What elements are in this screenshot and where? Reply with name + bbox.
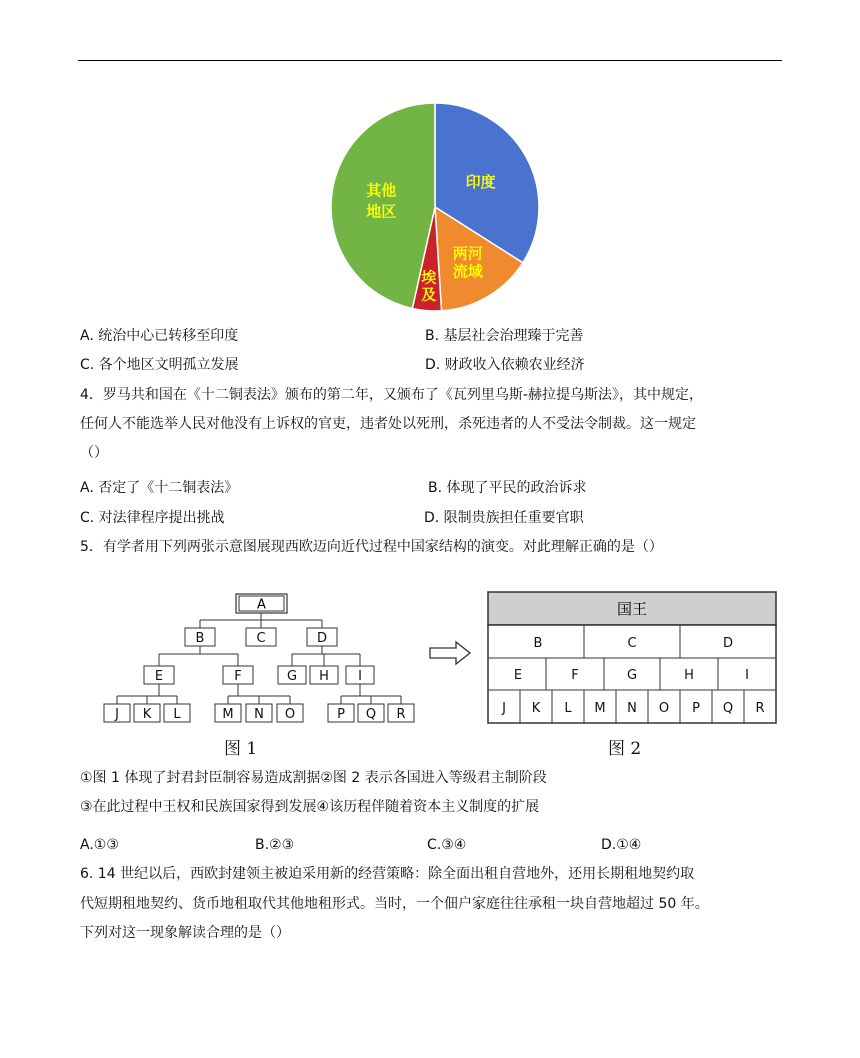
q6-stem-line1: 6. 14 世纪以后，西欧封建领主被迫采用新的经营策略：除全面出租自营地外，还用长期租地契约取 bbox=[80, 866, 695, 882]
fig1-node-d: D bbox=[316, 631, 328, 646]
arrow-icon bbox=[428, 640, 472, 666]
q4-option-a: A. 否定了《十二铜表法》 bbox=[80, 480, 239, 496]
fig2-cell-j: J bbox=[502, 701, 506, 716]
fig1-node-p: P bbox=[337, 707, 345, 722]
fig2-cell-e: E bbox=[513, 668, 523, 683]
fig2-cell-r: R bbox=[755, 701, 765, 716]
fig2-cell-b: B bbox=[533, 636, 543, 651]
fig1-node-h: H bbox=[319, 669, 329, 684]
pie-chart bbox=[320, 100, 550, 320]
pie-label-line: 流域 bbox=[452, 262, 483, 281]
q6-stem-line2: 代短期租地契约、货币地租取代其他地租形式。当时，一个佃户家庭往往承租一块自营地超过 50 年。 bbox=[80, 896, 709, 912]
fig1-node-j: J bbox=[115, 707, 119, 722]
q3-option-b: B. 基层社会治理臻于完善 bbox=[425, 328, 584, 344]
q5-statement-3-4: ③在此过程中王权和民族国家得到发展④该历程伴随着资本主义制度的扩展 bbox=[80, 799, 540, 815]
fig1-node-c: C bbox=[256, 631, 266, 646]
q3-option-c: C. 各个地区文明孤立发展 bbox=[80, 357, 239, 373]
q4-option-b: B. 体现了平民的政治诉求 bbox=[428, 480, 587, 496]
fig1-node-n: N bbox=[254, 707, 264, 722]
q6-stem-line3: 下列对这一现象解读合理的是（） bbox=[80, 925, 290, 941]
q3-option-d: D. 财政收入依赖农业经济 bbox=[425, 357, 585, 373]
q4-stem-line1: 4．罗马共和国在《十二铜表法》颁布的第二年，又颁布了《瓦列里乌斯-赫拉提乌斯法》，其中规定， bbox=[80, 387, 703, 403]
fig2-cell-i: I bbox=[745, 668, 749, 683]
pie-label-line: 两河 bbox=[452, 244, 483, 263]
fig1-node-l: L bbox=[173, 707, 181, 722]
fig2-cell-q: Q bbox=[722, 701, 734, 716]
fig1-node-i: I bbox=[358, 669, 362, 684]
q5-stem: 5．有学者用下列两张示意图展现西欧迈向近代过程中国家结构的演变。对此理解正确的是（） bbox=[80, 539, 663, 555]
fig1-node-r: R bbox=[396, 707, 406, 722]
fig1-node-o: O bbox=[284, 707, 296, 722]
figure2-layers bbox=[486, 590, 780, 726]
fig2-cell-h: H bbox=[684, 668, 694, 683]
q4-stem-line2: 任何人不能选举人民对他没有上诉权的官吏，违者处以死刑，杀死违者的人不受法令制裁。这一规定 bbox=[80, 416, 696, 432]
header-rule bbox=[78, 60, 782, 61]
pie-label-line: 及 bbox=[421, 285, 437, 304]
pie-label-line: 地区 bbox=[366, 202, 397, 221]
fig2-cell-m: M bbox=[594, 701, 606, 716]
pie-label-line: 印度 bbox=[465, 172, 496, 191]
q4-stem-line3: （） bbox=[80, 445, 108, 461]
pie-label-mesopotamia bbox=[453, 245, 484, 281]
figure1-hierarchy bbox=[95, 590, 425, 730]
fig1-node-q: Q bbox=[365, 707, 377, 722]
q5-option-b: B.②③ bbox=[255, 837, 295, 853]
figure1-caption: 图 1 bbox=[224, 739, 258, 759]
fig1-node-g: G bbox=[286, 669, 298, 684]
fig1-node-b: B bbox=[195, 631, 205, 646]
fig2-cell-g: G bbox=[626, 668, 638, 683]
fig1-node-m: M bbox=[222, 707, 234, 722]
pie-label-line: 埃 bbox=[421, 268, 437, 287]
fig2-cell-k: K bbox=[531, 701, 541, 716]
fig2-cell-c: C bbox=[627, 636, 637, 651]
q4-option-d: D. 限制贵族担任重要官职 bbox=[424, 510, 584, 526]
q4-option-c: C. 对法律程序提出挑战 bbox=[80, 510, 225, 526]
fig1-node-k: K bbox=[142, 707, 152, 722]
fig2-king: 国王 bbox=[616, 600, 648, 618]
q5-option-c: C.③④ bbox=[427, 837, 467, 853]
fig2-cell-d: D bbox=[722, 636, 734, 651]
pie-label-egypt bbox=[420, 268, 437, 303]
fig2-cell-o: O bbox=[658, 701, 670, 716]
q5-statement-1-2: ①图 1 体现了封君封臣制容易造成割据②图 2 表示各国进入等级君主制阶段 bbox=[80, 770, 547, 786]
q5-option-a: A.①③ bbox=[80, 837, 119, 853]
pie-label-india bbox=[466, 173, 496, 191]
fig2-cell-p: P bbox=[692, 701, 700, 716]
fig2-cell-f: F bbox=[571, 668, 579, 683]
figure2-caption: 图 2 bbox=[608, 739, 642, 759]
fig1-node-e: E bbox=[154, 669, 164, 684]
q3-option-a: A. 统治中心已转移至印度 bbox=[80, 328, 239, 344]
fig2-cell-n: N bbox=[627, 701, 637, 716]
fig2-cell-l: L bbox=[564, 701, 572, 716]
fig1-node-a: A bbox=[257, 597, 266, 613]
pie-label-line: 其他 bbox=[366, 181, 397, 200]
fig1-node-f: F bbox=[234, 669, 242, 684]
q5-option-d: D.①④ bbox=[601, 837, 642, 853]
